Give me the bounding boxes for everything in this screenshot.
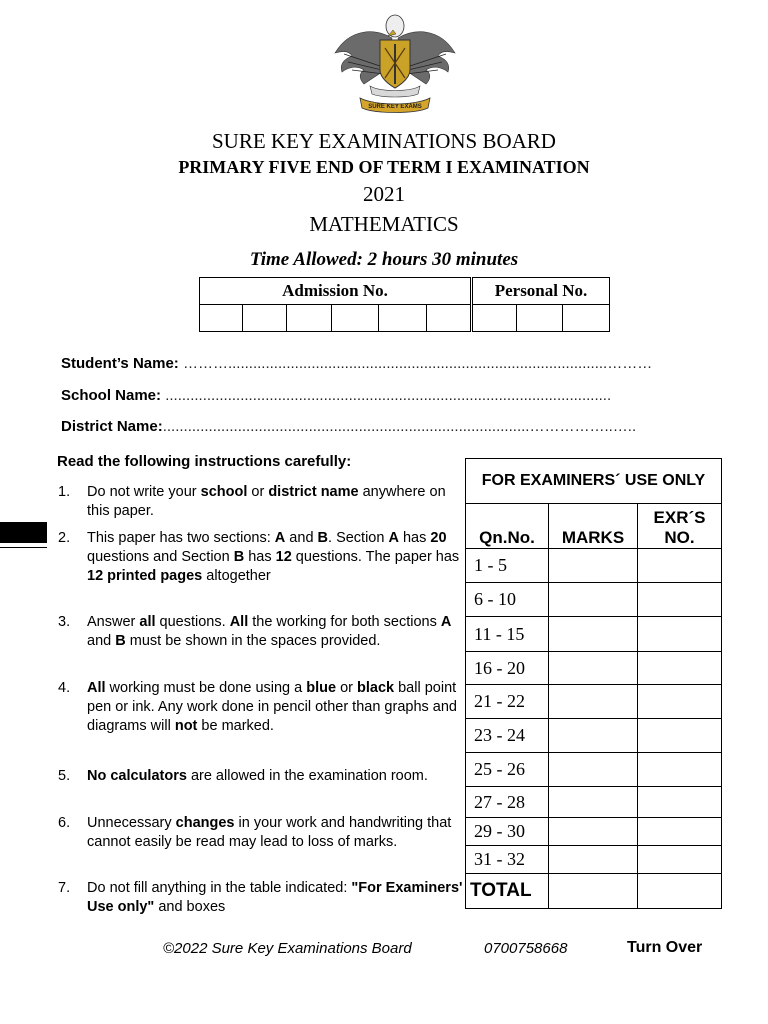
exam-year: 2021	[363, 182, 405, 206]
marks-cell[interactable]	[549, 753, 638, 787]
table-row: 11 - 15	[466, 617, 722, 652]
table-row: 27 - 28	[466, 787, 722, 818]
instructions-heading: Read the following instructions carefully:	[57, 453, 352, 470]
exr-cell[interactable]	[638, 753, 722, 787]
exr-cell[interactable]	[638, 549, 722, 583]
margin-mark-line	[0, 543, 47, 547]
marks-header: MARKS	[549, 504, 638, 549]
student-name-field[interactable]	[61, 355, 652, 372]
examiners-table-title: FOR EXAMINERS´ USE ONLY	[466, 459, 722, 504]
school-name-dots: ...........................................................................................................	[165, 387, 612, 404]
district-name-label: District Name:	[61, 418, 163, 435]
table-row: 6 - 10	[466, 583, 722, 617]
exr-cell[interactable]	[638, 787, 722, 818]
personal-digit-box[interactable]	[472, 305, 517, 332]
svg-text:SURE KEY EXAMS: SURE KEY EXAMS	[368, 104, 422, 110]
exam-board-logo	[330, 8, 460, 118]
qn-no-header: Qn.No.	[466, 504, 549, 549]
examiners-table	[465, 458, 722, 909]
table-row: 1 - 5	[466, 549, 722, 583]
personal-no-header: Personal No.	[472, 278, 610, 305]
school-name-field[interactable]	[61, 387, 611, 404]
total-exr-cell[interactable]	[638, 874, 722, 909]
admission-digit-box[interactable]	[243, 305, 287, 332]
exr-cell[interactable]	[638, 583, 722, 617]
admission-digit-box[interactable]	[426, 305, 471, 332]
board-name: SURE KEY EXAMINATIONS BOARD	[212, 129, 556, 153]
student-name-label: Student’s Name:	[61, 355, 179, 372]
marks-cell[interactable]	[549, 846, 638, 874]
table-row: 16 - 20	[466, 652, 722, 685]
admission-digit-box[interactable]	[287, 305, 332, 332]
table-row: 21 - 22	[466, 685, 722, 719]
marks-cell[interactable]	[549, 685, 638, 719]
table-row: 29 - 30	[466, 818, 722, 846]
marks-cell[interactable]	[549, 583, 638, 617]
exr-no-header: EXR´S NO.	[638, 504, 722, 549]
exr-cell[interactable]	[638, 818, 722, 846]
admission-number-table	[199, 277, 610, 332]
table-row: 25 - 26	[466, 753, 722, 787]
student-name-dots: ………...........................................................................................………	[182, 355, 653, 372]
total-label: TOTAL	[466, 874, 549, 909]
marks-cell[interactable]	[549, 617, 638, 652]
exr-cell[interactable]	[638, 685, 722, 719]
admission-digit-box[interactable]	[332, 305, 378, 332]
subject-title: MATHEMATICS	[309, 212, 459, 236]
personal-digit-box[interactable]	[517, 305, 563, 332]
time-allowed: Time Allowed: 2 hours 30 minutes	[249, 249, 519, 270]
footer-copyright: ©2022 Sure Key Examinations Board	[163, 940, 412, 957]
admission-no-header: Admission No.	[200, 278, 472, 305]
marks-cell[interactable]	[549, 787, 638, 818]
exr-cell[interactable]	[638, 719, 722, 753]
school-name-label: School Name:	[61, 387, 162, 404]
footer-phone: 0700758668	[484, 940, 568, 957]
exam-title: PRIMARY FIVE END OF TERM I EXAMINATION	[178, 157, 590, 177]
personal-digit-box[interactable]	[563, 305, 610, 332]
marks-cell[interactable]	[549, 719, 638, 753]
marks-cell[interactable]	[549, 818, 638, 846]
table-row: 23 - 24	[466, 719, 722, 753]
marks-cell[interactable]	[549, 652, 638, 685]
exr-cell[interactable]	[638, 617, 722, 652]
admission-digit-box[interactable]	[200, 305, 243, 332]
turn-over-label: Turn Over	[627, 939, 703, 956]
district-name-field[interactable]	[61, 418, 636, 435]
total-row	[466, 874, 722, 909]
admission-digit-box[interactable]	[378, 305, 426, 332]
exr-cell[interactable]	[638, 846, 722, 874]
exr-cell[interactable]	[638, 652, 722, 685]
total-marks-cell[interactable]	[549, 874, 638, 909]
district-name-dots: ........................................................................................……………..…..	[162, 418, 637, 435]
marks-cell[interactable]	[549, 549, 638, 583]
table-row: 31 - 32	[466, 846, 722, 874]
